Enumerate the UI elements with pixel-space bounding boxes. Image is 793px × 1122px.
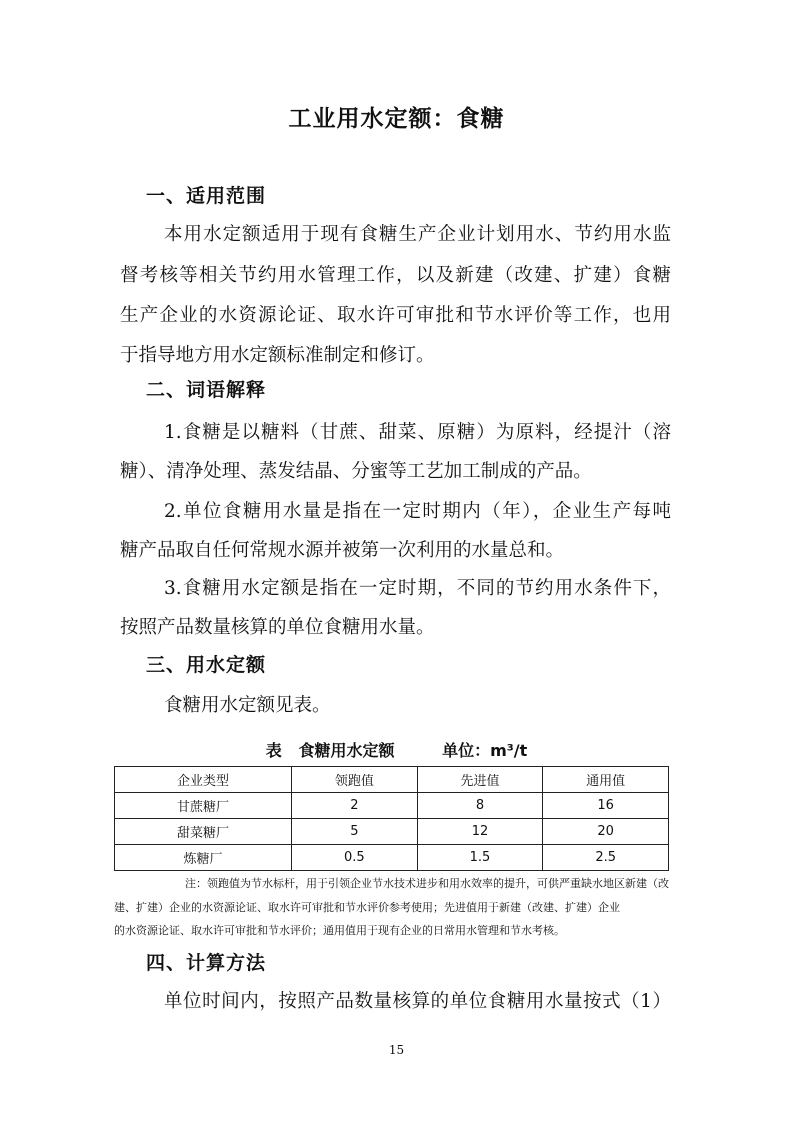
table-note-line: 建、扩建）企业的水资源论证、取水许可审批和节水评价参考使用；先进值用于新建（改建、扩建）企业	[114, 901, 620, 914]
table-cell: 20	[543, 819, 669, 845]
section-heading-calc: 四、计算方法	[146, 952, 267, 974]
term-line: 按照产品数量核算的单位食糖用水量。	[120, 617, 435, 638]
calc-paragraph-line: 单位时间内，按照产品数量核算的单位食糖用水量按式（1）	[164, 991, 671, 1012]
section-heading-scope: 一、适用范围	[146, 185, 267, 207]
scope-paragraph-line: 本用水定额适用于现有食糖生产企业计划用水、节约用水监	[164, 224, 671, 245]
quota-intro: 食糖用水定额见表。	[164, 695, 331, 716]
table-caption	[0, 738, 793, 761]
table-cell: 5	[292, 819, 418, 845]
table-header-cell: 企业类型	[115, 767, 292, 793]
table-row	[115, 819, 669, 845]
term-line: 1.食糖是以糖料（甘蔗、甜菜、原糖）为原料，经提汁（溶	[164, 422, 671, 443]
table-cell: 2	[292, 793, 418, 819]
table-cell: 0.5	[292, 845, 418, 871]
table-cell: 12	[417, 819, 543, 845]
water-quota-table	[114, 766, 669, 871]
table-caption-unit: 单位：m³/t	[442, 741, 528, 760]
page-title: 工业用水定额：食糖	[288, 106, 505, 132]
term-line: 糖产品取自任何常规水源并被第一次利用的水量总和。	[120, 540, 565, 561]
table-cell: 8	[417, 793, 543, 819]
table-cell: 炼糖厂	[115, 845, 292, 871]
section-heading-quota: 三、用水定额	[146, 654, 267, 676]
table-cell: 2.5	[543, 845, 669, 871]
table-row	[115, 793, 669, 819]
scope-paragraph-line: 生产企业的水资源论证、取水许可审批和节水评价等工作，也用	[120, 305, 671, 326]
table-caption-title: 食糖用水定额	[298, 741, 395, 760]
table-header-cell: 领跑值	[292, 767, 418, 793]
table-header-row	[115, 767, 669, 793]
table-note-line: 注：领跑值为节水标杆，用于引领企业节水技术进步和用水效率的提升，可供严重缺水地区新建（改	[185, 877, 669, 890]
table-row	[115, 845, 669, 871]
table-cell: 1.5	[417, 845, 543, 871]
table-caption-label: 表	[265, 741, 282, 760]
term-line: 糖）、清净处理、蒸发结晶、分蜜等工艺加工制成的产品。	[120, 461, 592, 482]
term-line: 2.单位食糖用水量是指在一定时期内（年），企业生产每吨	[164, 501, 671, 522]
section-heading-terms: 二、词语解释	[146, 379, 267, 401]
scope-paragraph-line: 于指导地方用水定额标准制定和修订。	[120, 345, 435, 366]
table-cell: 16	[543, 793, 669, 819]
table-header-cell: 先进值	[417, 767, 543, 793]
table-header-cell: 通用值	[543, 767, 669, 793]
table-cell: 甜菜糖厂	[115, 819, 292, 845]
table-cell: 甘蔗糖厂	[115, 793, 292, 819]
term-line: 3.食糖用水定额是指在一定时期，不同的节约用水条件下，	[164, 578, 671, 599]
scope-paragraph-line: 督考核等相关节约用水管理工作，以及新建（改建、扩建）食糖	[120, 265, 671, 286]
page-number: 15	[388, 1043, 405, 1057]
table-note-line: 的水资源论证、取水许可审批和节水评价；通用值用于现有企业的日常用水管理和节水考核。	[114, 924, 565, 937]
